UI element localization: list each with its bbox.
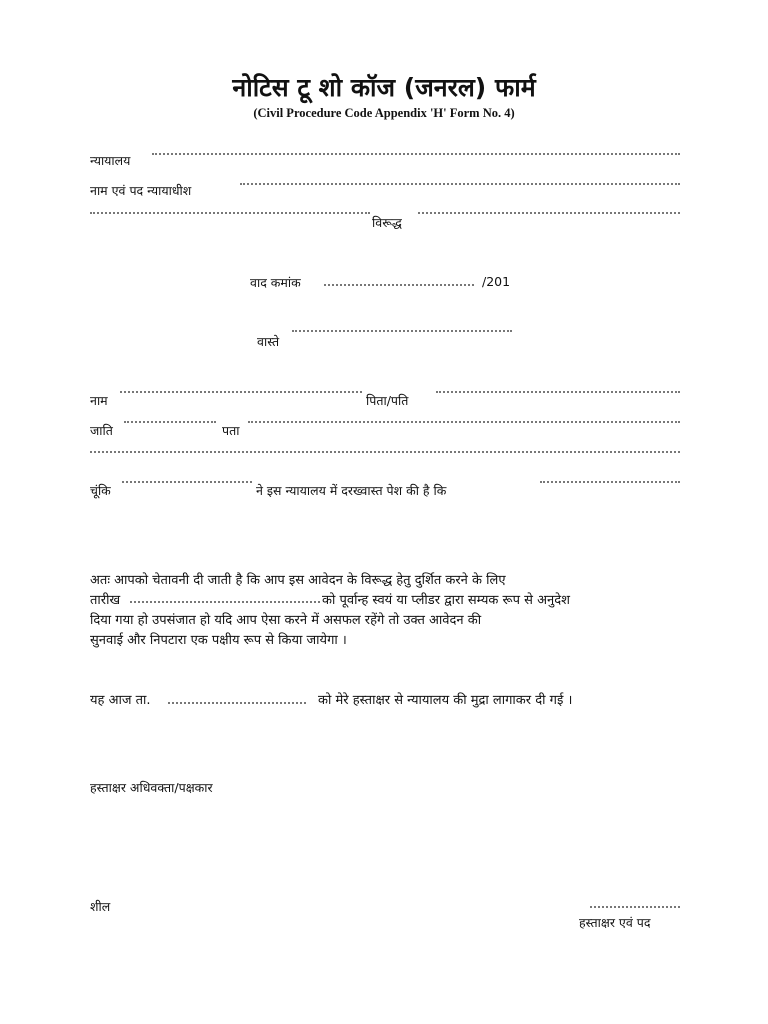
case-number-label: वाद कमांक (250, 275, 301, 290)
signature-designation-label: हस्ताक्षर एवं पद (579, 915, 651, 930)
applicant-field[interactable] (122, 481, 252, 483)
officer-signature-field[interactable] (590, 906, 680, 908)
court-label: न्यायालय (90, 153, 131, 168)
form-title: नोटिस टू शो कॉज (जनरल) फार्म (232, 73, 536, 102)
court-field[interactable] (152, 153, 680, 155)
judge-label: नाम एवं पद न्यायाधीश (90, 183, 192, 198)
father-husband-label: पिता/पति (366, 393, 409, 408)
warning-line-1: अतः आपको चेतावनी दी जाती है कि आप इस आवेदन के विरूद्ध हेतु दुर्शित करने के लिए (90, 573, 506, 588)
issue-date-field[interactable] (168, 702, 306, 704)
warning-line-3: दिया गया हो उपसंजात हो यदि आप ऐसा करने में असफल रहेंगे तो उक्त आवेदन की (90, 613, 482, 628)
seal-label: शील (90, 899, 111, 914)
date-line-prefix: यह आज ता. (90, 693, 151, 708)
name-field[interactable] (120, 391, 362, 393)
name-label: नाम (90, 393, 108, 408)
versus-label: विरूद्ध (372, 215, 402, 230)
since-label: चूंकि (90, 483, 111, 498)
form-subtitle: (Civil Procedure Code Appendix 'H' Form No. 4) (253, 106, 515, 120)
warning-line-4: सुनवाई और निपटारा एक पक्षीय रूप से किया जायेगा । (90, 633, 347, 648)
hearing-date-field[interactable] (130, 601, 320, 603)
application-text: ने इस न्यायालय में दरख्वास्त पेश की है कि (256, 483, 447, 498)
address-field[interactable] (248, 421, 680, 423)
caste-field[interactable] (124, 421, 216, 423)
address-continuation-field[interactable] (90, 451, 680, 453)
father-husband-field[interactable] (436, 391, 680, 393)
judge-field[interactable] (240, 183, 680, 185)
caste-label: जाति (90, 423, 113, 438)
warning-date-label: तारीख (90, 593, 121, 608)
plaintiff-field[interactable] (90, 212, 370, 214)
case-year-label: /201 (482, 274, 511, 289)
defendant-field[interactable] (418, 212, 680, 214)
application-subject-field[interactable] (540, 481, 680, 483)
regarding-field[interactable] (292, 330, 512, 332)
address-label: पता (222, 423, 240, 438)
date-line-suffix: को मेरे हस्ताक्षर से न्यायालय की मुद्रा लागाकर दी गई । (318, 693, 573, 708)
regarding-label: वास्ते (257, 334, 280, 349)
warning-line-2: को पूर्वान्ह स्वयं या प्लीडर द्वारा सम्यक रूप से अनुदेश (322, 593, 570, 608)
advocate-signature-label: हस्ताक्षर अधिवक्ता/पक्षकार (90, 780, 213, 795)
case-number-field[interactable] (324, 284, 474, 286)
